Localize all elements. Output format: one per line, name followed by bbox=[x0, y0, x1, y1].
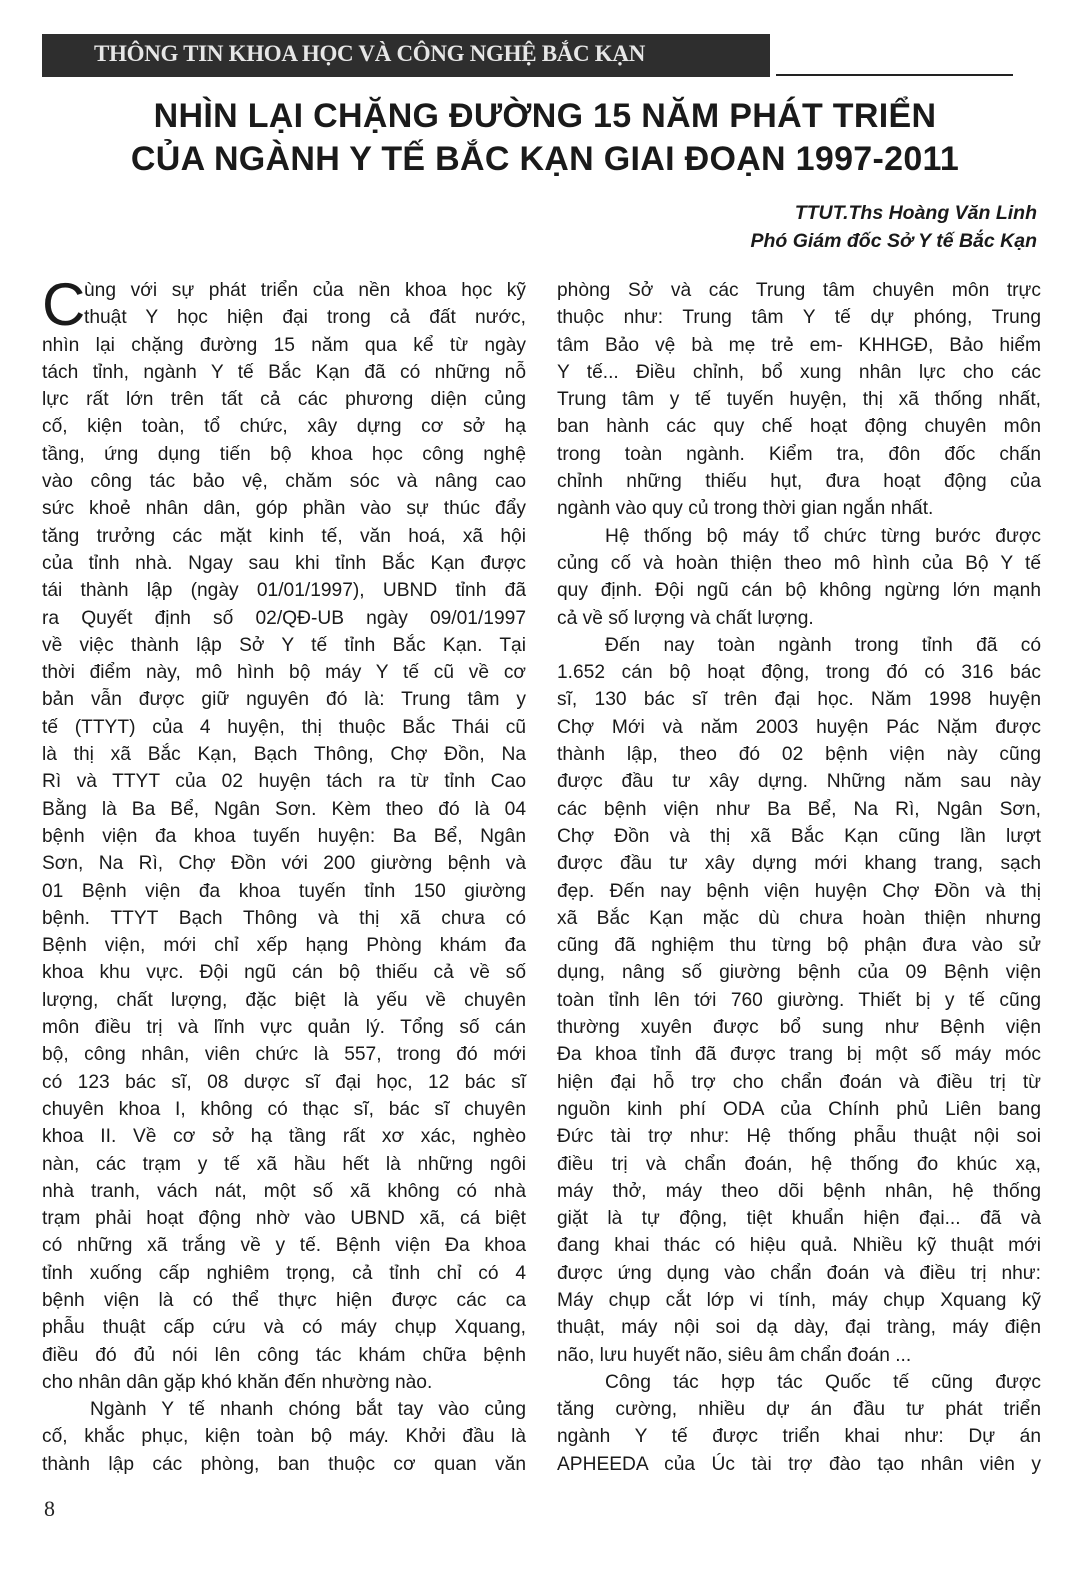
text-line: Bằng là Ba Bể, Ngân Sơn. Kèm theo đó là 04 bbox=[42, 798, 526, 820]
text-line: 01 Bệnh viện đa khoa tuyến tỉnh 150 giường bbox=[42, 880, 526, 902]
text-line: tăng trưởng các mặt kinh tế, văn hoá, xã hội bbox=[42, 525, 526, 547]
text-line: tách tỉnh, ngành Y tế Bắc Kạn đã có những nỗ bbox=[42, 361, 526, 383]
text-line: chuyên khoa I, không có thạc sĩ, bác sĩ chuyên bbox=[42, 1098, 526, 1120]
paragraph bbox=[557, 277, 1041, 523]
text-line: Chợ Đồn và thị xã Bắc Kạn cũng lần lượt bbox=[557, 825, 1041, 847]
text-line: tâm Bảo vệ bà mẹ trẻ em- KHHGĐ, Bảo hiểm bbox=[557, 334, 1041, 356]
text-line: phòng Sở và các Trung tâm chuyên môn trực bbox=[557, 280, 1041, 301]
text-line: nguồn kinh phí ODA của Chính phủ Liên bang bbox=[557, 1098, 1041, 1120]
text-line: hiện đại hỗ trợ cho chẩn đoán và điều trị từ bbox=[557, 1071, 1041, 1093]
text-line: điều đó đủ nói lên công tác khám chữa bệnh bbox=[42, 1344, 526, 1366]
text-line: khoa khu vực. Đội ngũ cán bộ thiếu cả về số bbox=[42, 962, 526, 984]
text-line: Hệ thống bộ máy tổ chức từng bước được bbox=[605, 525, 1041, 547]
text-line: thường xuyên được bổ sung như Bệnh viện bbox=[557, 1017, 1041, 1039]
text-line: Y tế... Điều chỉnh, bổ xung nhân lực cho các bbox=[557, 361, 1041, 383]
text-line: quy định. Đội ngũ cán bộ không ngừng lớn mạnh bbox=[557, 580, 1041, 602]
paragraph bbox=[557, 632, 1041, 1369]
text-line: ùng với sự phát triển của nền khoa học kỹ bbox=[84, 280, 526, 301]
text-line: được đầu tư xây dựng. Những năm sau này bbox=[557, 771, 1041, 793]
text-line: phẫu thuật cấp cứu và có máy chụp Xquang, bbox=[42, 1317, 526, 1339]
text-line: bệnh. TTYT Bạch Thông và thị xã chưa có bbox=[42, 907, 526, 929]
text-line: Bệnh viện, mới chỉ xếp hạng Phòng khám đa bbox=[42, 935, 526, 957]
text-line: thuộc như: Trung tâm Y tế dự phóng, Trung bbox=[557, 307, 1041, 329]
article-title-line-1: NHÌN LẠI CHẶNG ĐƯỜNG 15 NĂM PHÁT TRIỂN bbox=[153, 97, 937, 135]
text-line: tái thành lập (ngày 01/01/1997), UBND tỉnh đã bbox=[42, 580, 526, 602]
text-line: Trung tâm y tế tuyến huyện, thị xã thống nhất, bbox=[557, 389, 1041, 411]
text-line: được ứng dụng vào chẩn đoán và điều trị như: bbox=[557, 1262, 1041, 1284]
text-line: não, lưu huyết não, siêu âm chẩn đoán ... bbox=[557, 1344, 912, 1366]
text-line: dụng, nâng số giường bệnh của 09 Bệnh viện bbox=[557, 962, 1041, 984]
text-line: nàn, các trạm y tế xã hầu hết là những ngôi bbox=[42, 1153, 526, 1175]
text-line: Chợ Mới và năm 2003 huyện Pác Nặm được bbox=[557, 716, 1041, 738]
text-line: tầng, ứng dụng tiến bộ khoa học công nghệ bbox=[42, 443, 526, 465]
text-line: vào công tác bảo vệ, chăm sóc và nâng cao bbox=[42, 471, 526, 493]
text-line: tăng cường, nhiều dự án đầu tư phát triển bbox=[557, 1399, 1041, 1421]
text-line: chỉnh những thiếu hụt, đưa hoạt động của bbox=[557, 471, 1041, 493]
text-line: nhà tranh, vách nát, một số xã không có nhà bbox=[42, 1180, 526, 1202]
text-line: các bệnh viện như Ba Bể, Na Rì, Ngân Sơn, bbox=[557, 798, 1041, 820]
paragraph bbox=[557, 1369, 1041, 1478]
text-line: Máy chụp cắt lớp vi tính, máy chụp Xquang kỹ bbox=[557, 1289, 1041, 1311]
text-line: sức khoẻ nhân dân, góp phần vào sự thúc đẩy bbox=[42, 498, 526, 520]
text-line: bản vẫn được giữ nguyên đó là: Trung tâm y bbox=[42, 689, 526, 711]
paragraph bbox=[557, 523, 1041, 632]
text-line: Đức tài trợ như: Hệ thống phẫu thuật nội soi bbox=[557, 1126, 1041, 1148]
text-line: sĩ, 130 bác sĩ trên đại học. Năm 1998 huyện bbox=[557, 689, 1041, 711]
header-rule bbox=[776, 74, 1013, 76]
drop-cap: C bbox=[42, 271, 86, 338]
text-line: điều trị và chẩn đoán, hệ thống đo khúc xạ, bbox=[557, 1153, 1041, 1175]
text-line: giặt là tự động, tiệt khuẩn hiện đại... đã và bbox=[557, 1208, 1041, 1230]
section-header-title: THÔNG TIN KHOA HỌC VÀ CÔNG NGHỆ BẮC KẠN bbox=[94, 41, 646, 66]
text-line: khoa II. Về cơ sở hạ tầng rất xơ xác, nghèo bbox=[42, 1126, 526, 1148]
article-title-line-2: CỦA NGÀNH Y TẾ BẮC KẠN GIAI ĐOẠN 1997-2011 bbox=[130, 140, 960, 178]
text-line: xã Bắc Kạn mặc dù chưa hoàn thiện nhưng bbox=[557, 907, 1041, 929]
text-line: cả về số lượng và chất lượng. bbox=[557, 607, 814, 629]
author-name: TTUT.Ths Hoàng Văn Linh bbox=[794, 202, 1037, 224]
text-line: cũng đã nghiệm thu từng bộ phận đưa vào sử bbox=[557, 935, 1041, 957]
text-line: máy thở, máy theo dõi bệnh nhân, hệ thống bbox=[557, 1180, 1041, 1202]
right-text-column bbox=[557, 277, 1041, 1478]
text-line: thời điểm này, mô hình bộ máy Y tế cũ về cơ bbox=[42, 662, 526, 684]
text-line: được đầu tư xây dựng mới khang trang, sạch bbox=[557, 853, 1041, 875]
text-line: thuật Y học hiện đại trong cả đất nước, bbox=[84, 307, 526, 329]
text-line: 1.652 cán bộ hoạt động, trong đó có 316 bác bbox=[557, 662, 1041, 684]
left-text-column bbox=[42, 271, 526, 1478]
paragraph bbox=[42, 271, 526, 1396]
text-line: thuật, máy nội soi dạ dày, đại tràng, máy điện bbox=[557, 1317, 1041, 1339]
text-line: về việc thành lập Sở Y tế tỉnh Bắc Kạn. Tại bbox=[42, 634, 526, 656]
author-position: Phó Giám đốc Sở Y tế Bắc Kạn bbox=[750, 230, 1037, 252]
text-line: có những xã trắng về y tế. Bệnh viện Đa khoa bbox=[42, 1235, 526, 1257]
text-line: bộ, công nhân, viên chức là 557, trong đó mới bbox=[42, 1044, 526, 1066]
text-line: là thị xã Bắc Kạn, Bạch Thông, Chợ Đồn, Na bbox=[42, 744, 526, 766]
text-line: APHEEDA của Úc tài trợ đào tạo nhân viên y bbox=[557, 1453, 1041, 1475]
text-line: tỉnh xuống cấp nghiêm trọng, cả tỉnh chỉ có 4 bbox=[42, 1262, 526, 1284]
text-line: Công tác hợp tác Quốc tế cũng được bbox=[605, 1371, 1041, 1393]
text-line: Rì và TTYT của 02 huyện tách ra từ tỉnh Cao bbox=[42, 771, 526, 793]
text-line: lượng, chất lượng, đặc biệt là yếu về chuyên bbox=[42, 989, 526, 1011]
paragraph bbox=[42, 1396, 526, 1478]
text-line: bệnh viện đa khoa tuyến huyện: Ba Bể, Ngân bbox=[42, 825, 526, 847]
text-line: có 123 bác sĩ, 08 dược sĩ đại học, 12 bác sĩ bbox=[42, 1071, 526, 1093]
text-line: cố, kiện toàn, tổ chức, xây dựng cơ sở hạ bbox=[42, 416, 526, 438]
text-line: Đến nay toàn ngành trong tỉnh đã có bbox=[605, 634, 1041, 656]
text-line: môn điều trị và lĩnh vực quản lý. Tổng số cán bbox=[42, 1017, 526, 1039]
text-line: toàn tỉnh lên tới 760 giường. Thiết bị y tế cũng bbox=[557, 989, 1041, 1011]
text-line: ngành vào quy củ trong thời gian ngắn nhất. bbox=[557, 498, 934, 520]
text-line: trong toàn ngành. Kiểm tra, đôn đốc chấn bbox=[557, 443, 1041, 465]
text-line: ngành Y tế được triển khai như: Dự án bbox=[557, 1426, 1041, 1448]
text-line: củng cố và hoàn thiện theo mô hình của Bộ Y tế bbox=[557, 552, 1041, 574]
text-line: trạm phải hoạt động nhờ vào UBND xã, cá biệt bbox=[42, 1208, 526, 1230]
text-line: cố, khắc phục, kiện toàn bộ máy. Khởi đầu là bbox=[42, 1426, 526, 1448]
text-line: ra Quyết định số 02/QĐ-UB ngày 09/01/1997 bbox=[42, 607, 526, 629]
section-header-band bbox=[42, 34, 770, 77]
text-line: của tỉnh nhà. Ngay sau khi tỉnh Bắc Kạn được bbox=[42, 552, 526, 574]
text-line: đẹp. Đến nay bệnh viện huyện Chợ Đồn và thị bbox=[557, 880, 1041, 902]
text-line: tế (TTYT) của 4 huyện, thị thuộc Bắc Thái cũ bbox=[42, 716, 526, 738]
text-line: Ngành Y tế nhanh chóng bắt tay vào củng bbox=[90, 1399, 526, 1421]
text-line: đang khai thác có hiệu quả. Nhiều kỹ thuật mới bbox=[557, 1235, 1041, 1257]
text-line: cho nhân dân gặp khó khăn đến nhường nào. bbox=[42, 1371, 433, 1393]
text-line: bệnh viện là có thể thực hiện được các ca bbox=[42, 1289, 526, 1311]
text-line: thành lập các phòng, ban thuộc cơ quan văn bbox=[42, 1453, 526, 1475]
text-line: lực rất lớn trên tất cả các phương diện củng bbox=[42, 389, 526, 411]
text-line: Đa khoa tỉnh đã được trang bị một số máy móc bbox=[557, 1044, 1041, 1066]
text-line: thành lập, theo đó 02 bệnh viện này cũng bbox=[557, 744, 1041, 766]
page-number: 8 bbox=[44, 1496, 55, 1521]
text-line: ban hành các quy chế hoạt động chuyên môn bbox=[557, 416, 1041, 438]
text-line: nhìn lại chặng đường 15 năm qua kể từ ngày bbox=[42, 334, 526, 356]
text-line: Sơn, Na Rì, Chợ Đồn với 200 giường bệnh và bbox=[42, 853, 526, 875]
